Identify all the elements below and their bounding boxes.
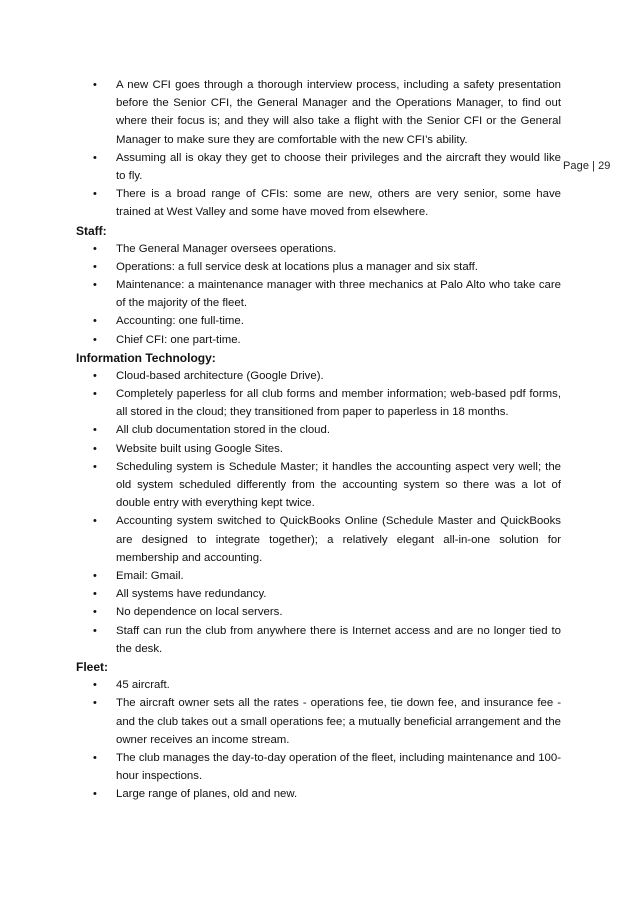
list-item: [76, 440, 561, 458]
list-item: [76, 312, 561, 330]
list-item-text: Accounting: one full-time.: [116, 315, 244, 328]
bullet-icon: •: [93, 788, 97, 801]
list-item: [76, 567, 561, 585]
bullet-icon: •: [93, 606, 97, 619]
bullet-icon: •: [93, 188, 97, 201]
list-item: [76, 331, 561, 349]
list-item-text: A new CFI goes through a thorough interview process, including a safety presentation before the Senior CFI, the General Manager and the Operations Manager, to find out where their focus is; and they will also take a flight with the Senior CFI or the General Manager to make sure they are comfortable with the new CFI’s ability.: [116, 79, 561, 146]
list-item: [76, 622, 561, 658]
fleet-bullet-list: [76, 676, 561, 803]
staff-bullet-list: [76, 240, 561, 349]
list-item-text: Scheduling system is Schedule Master; it handles the accounting aspect very well; the old system scheduled differently from the accounting system so there was a lot of double entry with everything kept twice.: [116, 460, 561, 510]
list-item-text: Email: Gmail.: [116, 570, 184, 583]
list-item-text: Maintenance: a maintenance manager with three mechanics at Palo Alto who take care of the majority of the fleet.: [116, 279, 561, 310]
list-item: [76, 76, 561, 149]
page-number-value: 29: [598, 160, 611, 172]
list-item-text: Website built using Google Sites.: [116, 442, 283, 455]
list-item: [76, 512, 561, 567]
list-item: [76, 694, 561, 749]
bullet-icon: •: [93, 570, 97, 583]
list-item: [76, 785, 561, 803]
bullet-icon: •: [93, 151, 97, 164]
list-item-text: The aircraft owner sets all the rates - operations fee, tie down fee, and insurance fee - and the club takes out a small operations fee; a mutually beneficial arrangement and the owner receives an income stream.: [116, 697, 561, 746]
page-number-separator: |: [592, 160, 596, 172]
bullet-icon: •: [93, 260, 97, 273]
list-item: [76, 458, 561, 513]
bullet-icon: •: [93, 279, 97, 292]
list-item: [76, 421, 561, 439]
section-heading-staff: Staff:: [76, 223, 107, 238]
list-item-text: Cloud-based architecture (Google Drive).: [116, 369, 324, 382]
list-item: [76, 185, 561, 221]
bullet-icon: •: [93, 697, 97, 710]
list-item-text: Assuming all is okay they get to choose their privileges and the aircraft they would like to fly.: [116, 151, 561, 183]
bullet-icon: •: [93, 624, 97, 637]
list-item: [76, 258, 561, 276]
page-number-label: Page: [563, 160, 590, 172]
intro-bullet-list: [76, 76, 561, 222]
page-number: [563, 160, 611, 172]
list-item-text: All systems have redundancy.: [116, 588, 267, 601]
section-heading-information-technology: Information Technology:: [76, 350, 216, 365]
list-item: [76, 585, 561, 603]
list-item: [76, 385, 561, 421]
bullet-icon: •: [93, 369, 97, 382]
list-item-text: The club manages the day-to-day operation of the fleet, including maintenance and 100-hour inspections.: [116, 751, 561, 783]
list-item-text: Operations: a full service desk at locations plus a manager and six staff.: [116, 260, 478, 273]
list-item-text: Accounting system switched to QuickBooks Online (Schedule Master and QuickBooks are designed to integrate together); a relatively elegant all-in-one solution for membership and accounting.: [116, 515, 561, 564]
bullet-icon: •: [93, 515, 97, 528]
bullet-icon: •: [93, 315, 97, 328]
list-item-text: There is a broad range of CFIs: some are new, others are very senior, some have trained at West Valley and some have moved from elsewhere.: [116, 188, 561, 219]
list-item-text: Staff can run the club from anywhere there is Internet access and are no longer tied to the desk.: [116, 624, 561, 655]
bullet-icon: •: [93, 333, 97, 346]
bullet-icon: •: [93, 679, 97, 692]
list-item-text: Chief CFI: one part-time.: [116, 333, 241, 346]
bullet-icon: •: [93, 79, 97, 91]
bullet-icon: •: [93, 751, 97, 764]
list-item-text: The General Manager oversees operations.: [116, 242, 337, 255]
bullet-icon: •: [93, 424, 97, 437]
list-item-text: All club documentation stored in the cloud.: [116, 424, 331, 437]
bullet-icon: •: [93, 442, 97, 455]
list-item-text: Large range of planes, old and new.: [116, 788, 298, 801]
list-item-text: Completely paperless for all club forms and member information; web-based pdf forms, all stored in the cloud; they transitioned from paper to paperless in 18 months.: [116, 388, 561, 419]
bullet-icon: •: [93, 388, 97, 401]
list-item: [76, 240, 561, 258]
list-item: [76, 276, 561, 312]
list-item: [76, 149, 561, 185]
list-item: [76, 676, 561, 694]
list-item: [76, 749, 561, 785]
bullet-icon: •: [93, 588, 97, 601]
document-body: [76, 76, 561, 804]
bullet-icon: •: [93, 460, 97, 473]
bullet-icon: •: [93, 242, 97, 255]
it-bullet-list: [76, 367, 561, 658]
list-item-text: 45 aircraft.: [116, 679, 170, 692]
list-item: [76, 603, 561, 621]
section-heading-fleet: Fleet:: [76, 660, 109, 675]
list-item: [76, 367, 561, 385]
list-item-text: No dependence on local servers.: [116, 606, 283, 619]
